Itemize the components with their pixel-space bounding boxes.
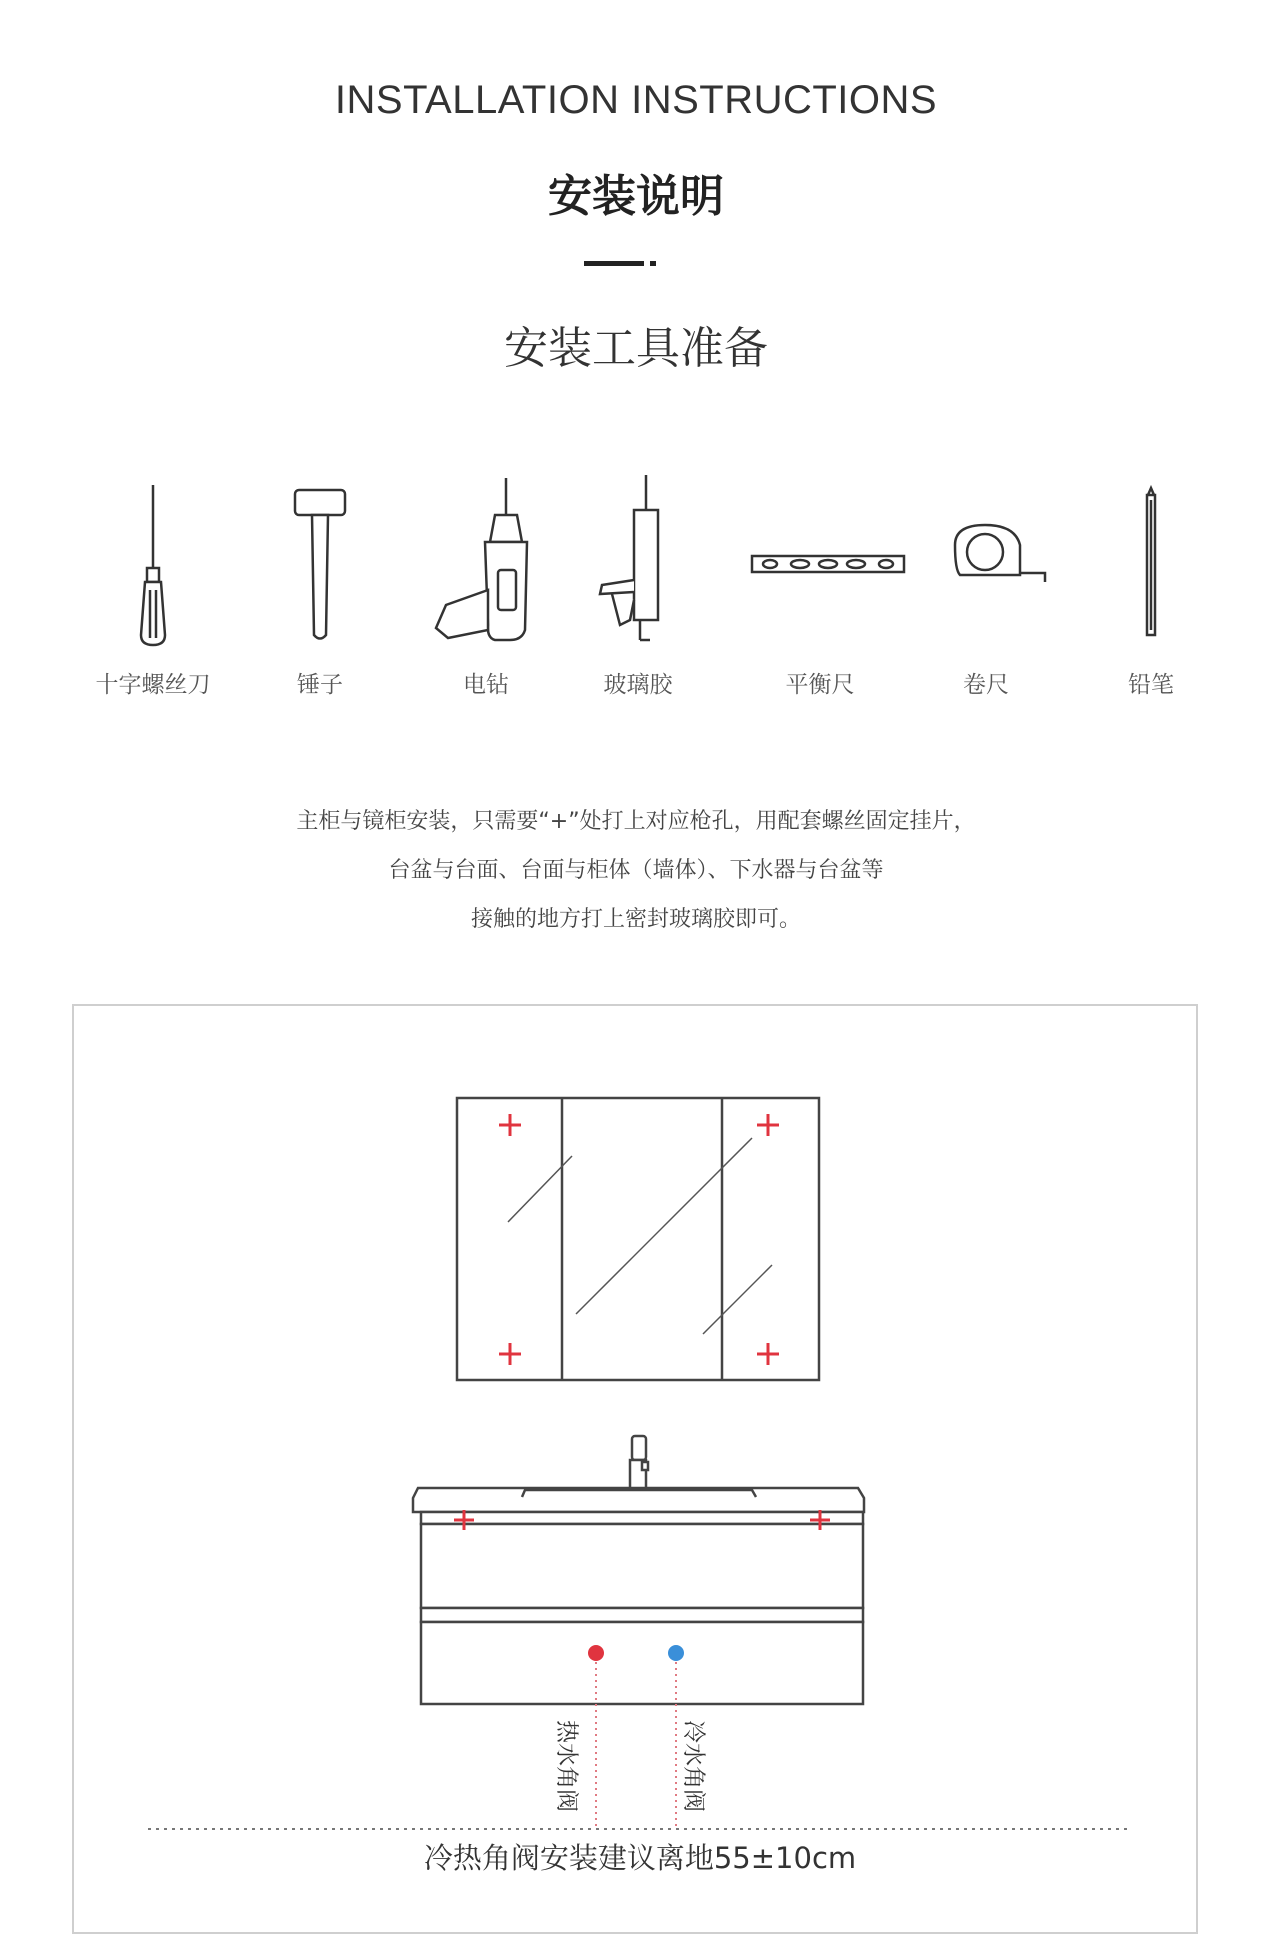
mirror-cabinet	[457, 1098, 819, 1380]
vanity-cabinet	[413, 1488, 864, 1704]
hot-water-valve-label: 热水角阀	[553, 1720, 580, 1812]
valve-height-note: 冷热角阀安装建议离地55±10cm	[423, 1841, 857, 1875]
plus-mark	[499, 1114, 521, 1136]
tool-label-spirit-level: 平衡尺	[785, 672, 855, 698]
tool-label-tape-measure: 卷尺	[963, 672, 1009, 698]
plus-mark	[757, 1114, 779, 1136]
faucet-icon	[630, 1436, 648, 1490]
tools-heading: 安装工具准备	[504, 323, 768, 374]
mount-point-marks	[499, 1114, 779, 1365]
title-chinese: 安装说明	[548, 171, 724, 222]
description-line-3: 接触的地方打上密封玻璃胶即可。	[470, 907, 801, 932]
description-line-1: 主柜与镜柜安装，只需要“+”处打上对应枪孔，用配套螺丝固定挂片，	[296, 809, 976, 834]
plus-mark	[757, 1343, 779, 1365]
tool-label-drill: 电钻	[463, 672, 509, 698]
tool-label-hammer: 锤子	[297, 672, 343, 698]
tool-label-caulking-gun: 玻璃胶	[603, 672, 673, 698]
title-english: INSTALLATION INSTRUCTIONS	[334, 78, 938, 122]
hot-water-valve-dot	[588, 1645, 604, 1661]
description-line-2: 台盆与台面、台面与柜体（墙体）、下水器与台盆等	[388, 858, 884, 883]
cold-water-valve-label: 冷水角阀	[680, 1720, 707, 1812]
plus-mark	[499, 1343, 521, 1365]
tool-label-pencil: 铅笔	[1128, 672, 1174, 698]
cold-water-valve-dot	[668, 1645, 684, 1661]
mirror-reflection-lines	[508, 1138, 772, 1334]
tool-label-screwdriver: 十字螺丝刀	[95, 672, 211, 698]
